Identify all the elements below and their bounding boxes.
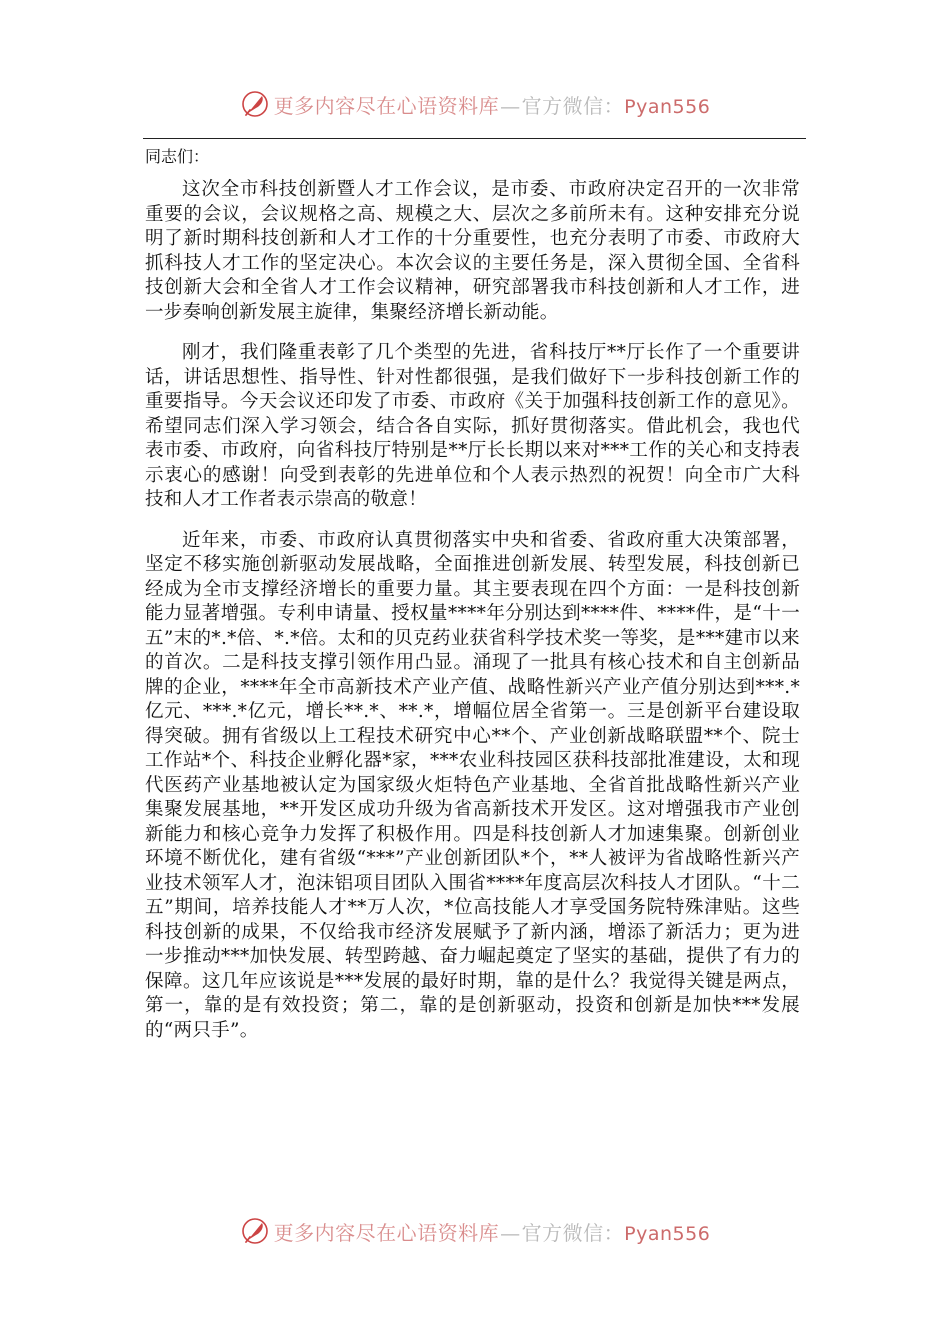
- footer-dash: —: [500, 1220, 521, 1245]
- header-wechat-id: Pyan556: [624, 95, 711, 118]
- header-divider: [143, 138, 806, 139]
- header-banner-text: [274, 90, 711, 119]
- footer-brand: 更多内容尽在心语资料库: [273, 1220, 500, 1245]
- quill-logo-icon: [240, 1216, 270, 1246]
- header-wechat-label: 官方微信：: [521, 93, 625, 118]
- header-dash: —: [500, 93, 521, 118]
- document-body: [145, 146, 800, 1059]
- header-banner: [0, 84, 950, 124]
- paragraph-3: 近年来，市委、市政府认真贯彻落实中央和省委、省政府重大决策部署，坚定不移实施创新驱动发展战略，全面推进创新发展、转型发展，科技创新已经成为全市支撑经济增长的重要力量。其主要表现在四个方面：一是科技创新能力显著增强。专利申请量、授权量****年分别达到****件、****件，是“十一五”末的*.*倍、*.*倍。太和的贝克药业获省科学技术奖一等奖，是***建市以来的首次。二是科技支撑引领作用凸显。涌现了一批具有核心技术和自主创新品牌的企业，****年全市高新技术产业产值、战略性新兴产业产值分别达到***.*亿元、***.*亿元，增长**.*、**.*，增幅位居全省第一。三是创新平台建设取得突破。拥有省级以上工程技术研究中心**个、产业创新战略联盟**个、院士工作站*个、科技企业孵化器*家，***农业科技园区获科技部批准建设，太和现代医药产业基地被认定为国家级火炬特色产业基地、全省首批战略性新兴产业集聚发展基地，**开发区成功升级为省高新技术开发区。这对增强我市产业创新能力和核心竞争力发挥了积极作用。四是科技创新人才加速集聚。创新创业环境不断优化，建有省级“***”产业创新团队*个，**人被评为省战略性新兴产业技术领军人才，泡沫铝项目团队入围省****年度高层次科技人才团队。“十二五”期间，培养技能人才**万人次，*位高技能人才享受国务院特殊津贴。这些科技创新的成果，不仅给我市经济发展赋予了新内涵，增添了新活力；更为进一步推动***加快发展、转型跨越、奋力崛起奠定了坚实的基础，提供了有力的保障。这几年应该说是***发展的最好时期，靠的是什么？我觉得关键是两点，第一，靠的是有效投资；第二，靠的是创新驱动，投资和创新是加快***发展的“两只手”。: [145, 529, 800, 1041]
- salutation: 同志们：: [145, 147, 210, 166]
- footer-wechat-id: Pyan556: [624, 1222, 711, 1245]
- footer-banner-text: [274, 1217, 711, 1246]
- paragraph-1: 这次全市科技创新暨人才工作会议，是市委、市政府决定召开的一次非常重要的会议，会议规格之高、规模之大、层次之多前所未有。这种安排充分说明了新时期科技创新和人才工作的十分重要性，也充分表明了市委、市政府大抓科技人才工作的坚定决心。本次会议的主要任务是，深入贯彻全国、全省科技创新大会和全省人才工作会议精神，研究部署我市科技创新和人才工作，进一步奏响创新发展主旋律，集聚经济增长新动能。: [145, 179, 800, 323]
- quill-logo-icon: [240, 89, 270, 119]
- header-brand: 更多内容尽在心语资料库: [273, 93, 500, 118]
- paragraph-2: 刚才，我们隆重表彰了几个类型的先进，省科技厅**厅长作了一个重要讲话，讲话思想性、指导性、针对性都很强，是我们做好下一步科技创新工作的重要指导。今天会议还印发了市委、市政府《关于加强科技创新工作的意见》。希望同志们深入学习领会，结合各自实际，抓好贯彻落实。借此机会，我也代表市委、市政府，向省科技厅特别是**厅长长期以来对***工作的关心和支持表示衷心的感谢！向受到表彰的先进单位和个人表示热烈的祝贺！向全市广大科技和人才工作者表示崇高的敬意！: [145, 342, 800, 510]
- footer-banner: [0, 1211, 950, 1251]
- footer-wechat-label: 官方微信：: [521, 1220, 625, 1245]
